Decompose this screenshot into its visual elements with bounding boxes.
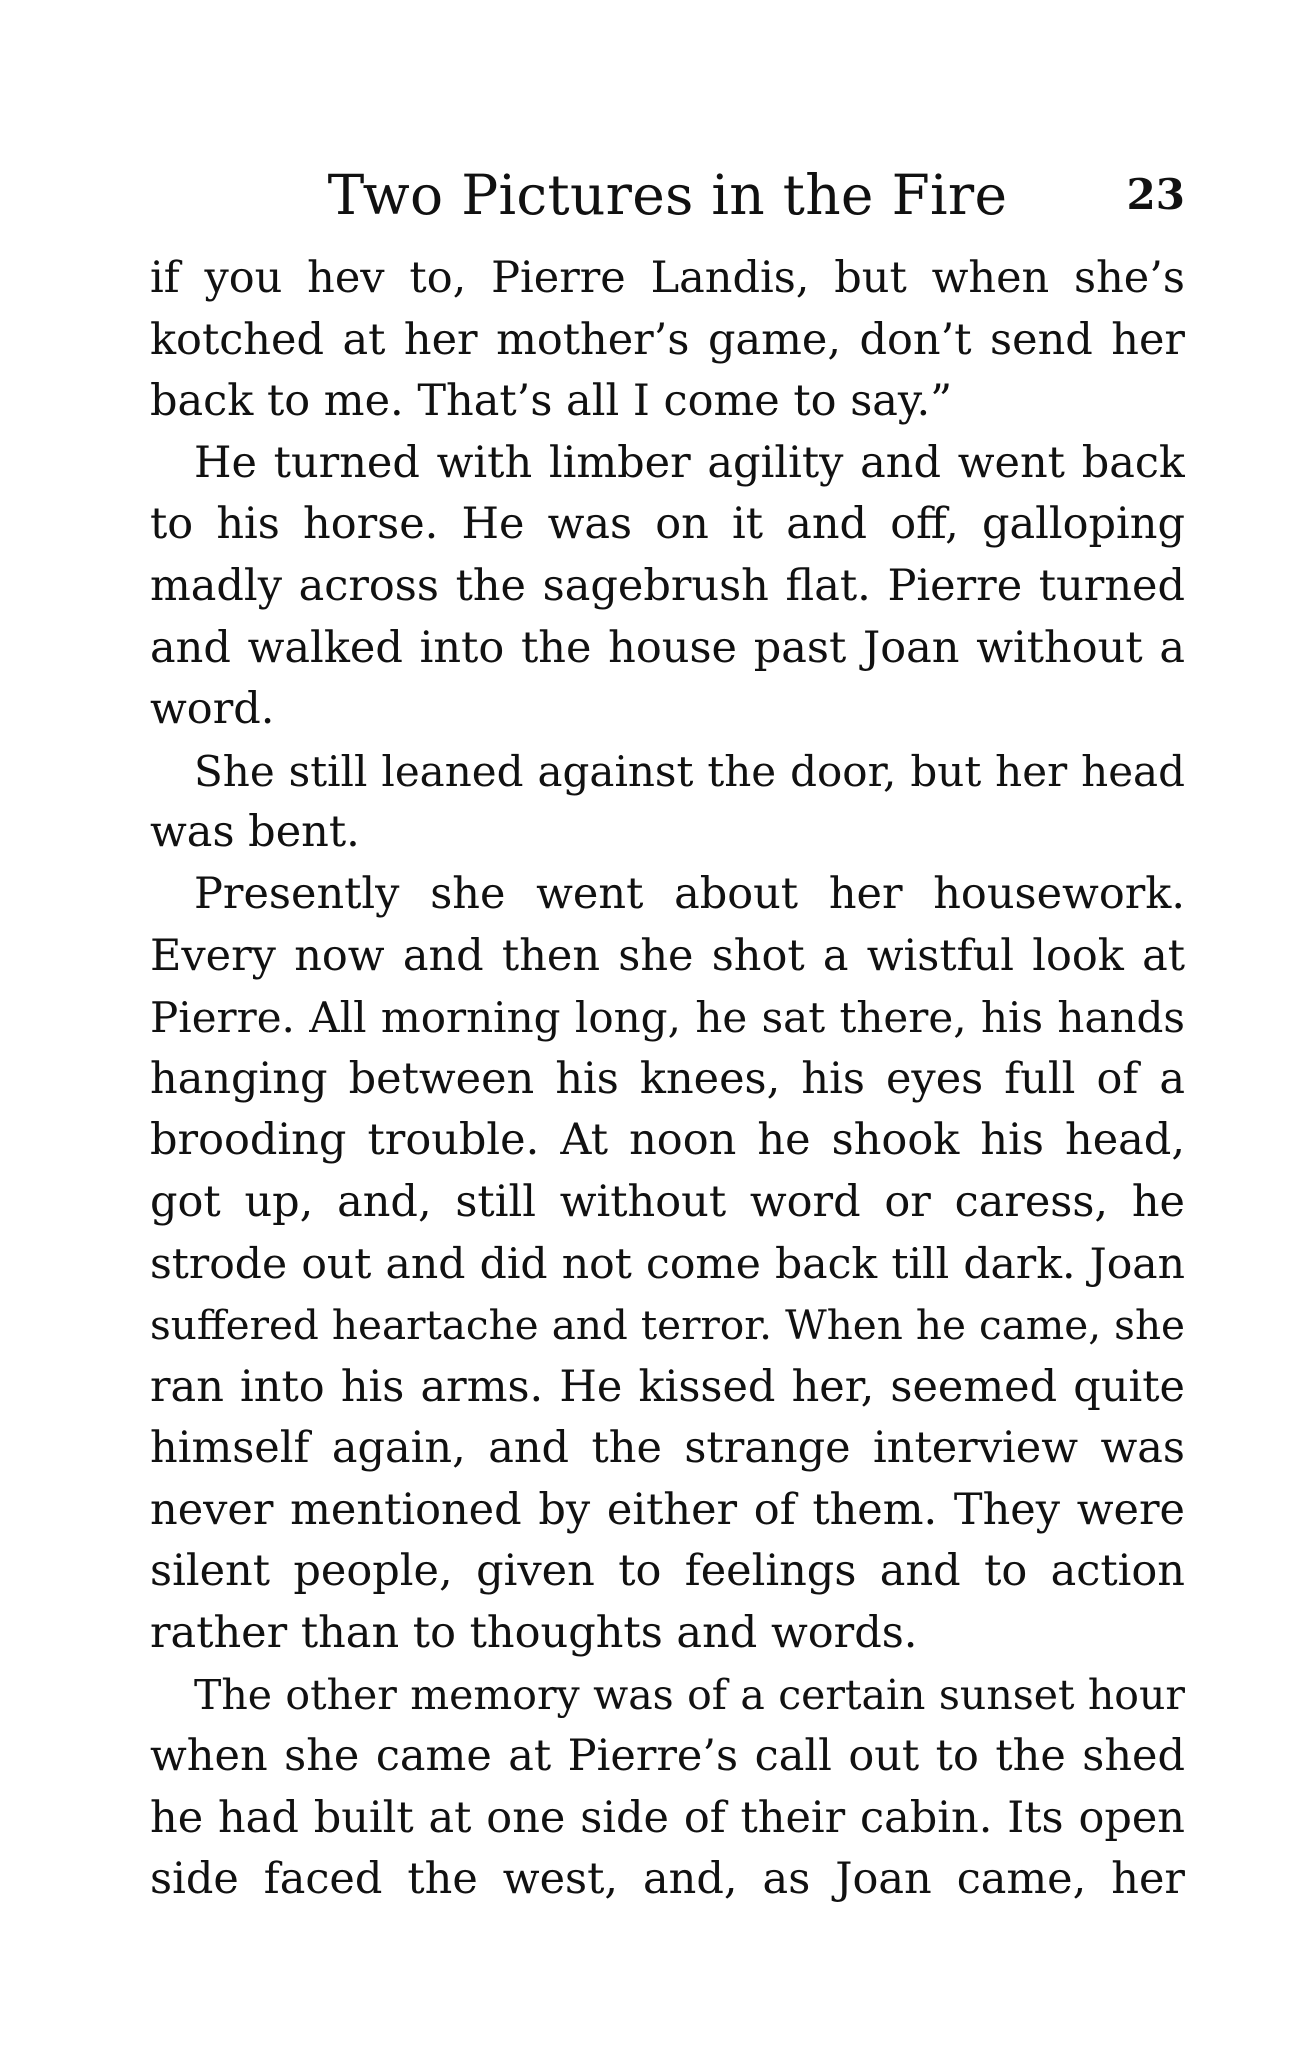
text-line: strode out and did not come back till dark. Joan bbox=[150, 1239, 1185, 1289]
text-line: The other memory was of a certain sunset hour bbox=[194, 1670, 1185, 1719]
text-line: Pierre. All morning long, he sat there, his hands bbox=[150, 993, 1185, 1043]
running-head bbox=[150, 160, 1185, 230]
text-line: side faced the west, and, as Joan came, her bbox=[150, 1854, 1185, 1905]
body-text bbox=[150, 248, 1185, 1911]
text-line: suffered heartache and terror. When he came, she bbox=[150, 1301, 1185, 1350]
text-line: She still leaned against the door, but her head bbox=[194, 746, 1185, 796]
text-line: to his horse. He was on it and off, galloping bbox=[150, 499, 1185, 550]
text-line: rather than to thoughts and words. bbox=[150, 1608, 918, 1659]
text-line: Presently she went about her housework. bbox=[194, 868, 1185, 919]
text-line: was bent. bbox=[150, 807, 360, 858]
text-line: if you hev to, Pierre Landis, but when she’s bbox=[150, 253, 1185, 303]
text-line: back to me. That’s all I come to say.” bbox=[150, 376, 953, 427]
text-line: silent people, given to feelings and to action bbox=[150, 1546, 1185, 1597]
running-title: Two Pictures in the Fire bbox=[327, 163, 1008, 227]
text-line: he had built at one side of their cabin. Its open bbox=[150, 1792, 1185, 1843]
text-line: word. bbox=[150, 684, 275, 735]
text-line: brooding trouble. At noon he shook his head, bbox=[150, 1115, 1185, 1166]
text-line: ran into his arms. He kissed her, seemed quite bbox=[150, 1361, 1185, 1412]
text-line: himself again, and the strange interview was bbox=[150, 1423, 1185, 1474]
text-line: kotched at her mother’s game, don’t send her bbox=[150, 314, 1185, 365]
text-line: He turned with limber agility and went back bbox=[194, 437, 1185, 488]
text-line: never mentioned by either of them. They were bbox=[150, 1484, 1185, 1535]
text-line: when she came at Pierre’s call out to the shed bbox=[150, 1731, 1185, 1782]
text-line: and walked into the house past Joan without a bbox=[150, 622, 1185, 673]
text-line: got up, and, still without word or caress, he bbox=[150, 1176, 1185, 1227]
text-line: hanging between his knees, his eyes full of a bbox=[150, 1053, 1185, 1104]
page-number: 23 bbox=[1126, 170, 1185, 219]
text-line: Every now and then she shot a wistful look at bbox=[150, 930, 1185, 981]
text-line: madly across the sagebrush flat. Pierre turned bbox=[150, 560, 1185, 611]
